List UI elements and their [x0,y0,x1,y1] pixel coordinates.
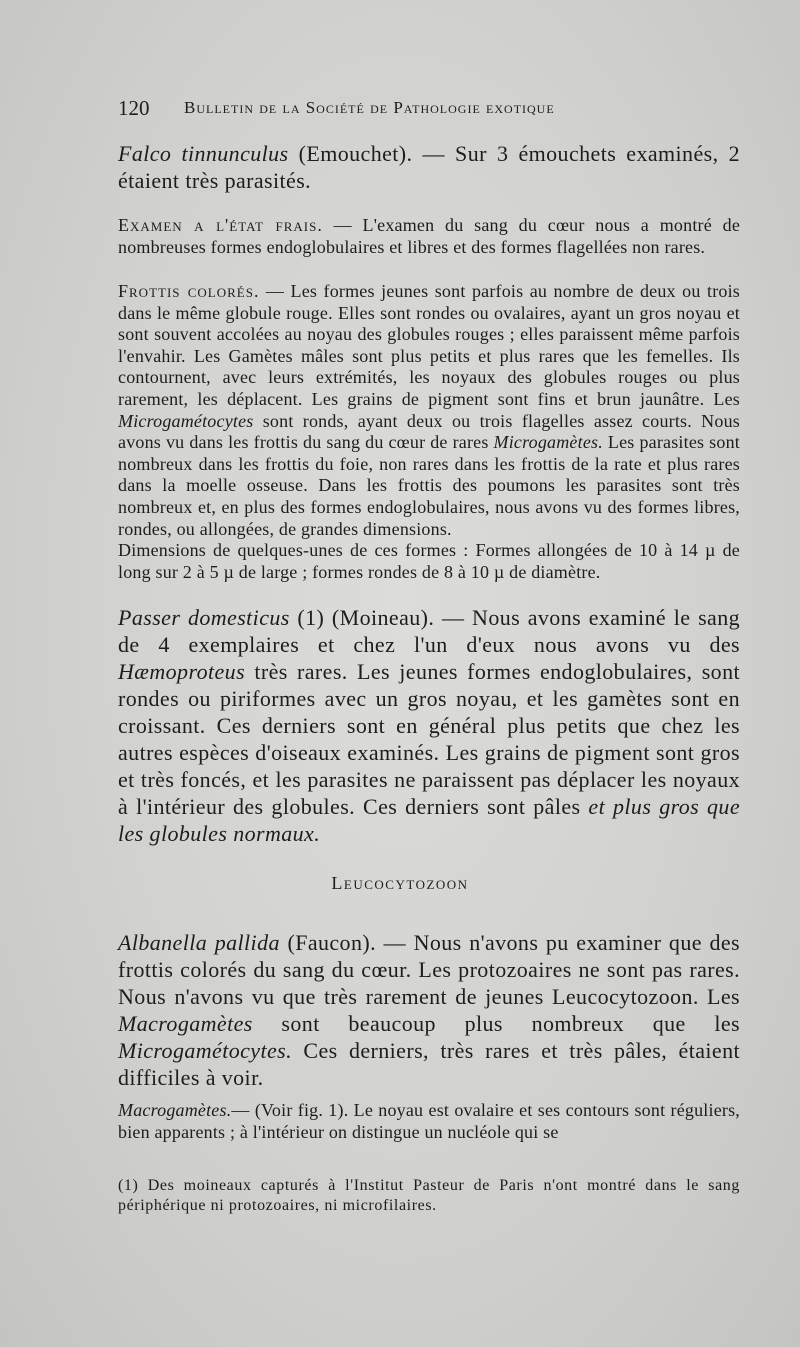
paragraph-text: sont beaucoup plus nombreux que les [252,1011,740,1036]
term-microgametes: Microgamètes. [493,432,603,453]
dimensions-paragraph: Dimensions de quelques-unes de ces formes : Formes allongées de 10 à 14 µ de long sur 2 à 5 µ de large ; formes rondes de 8 à 10 µ de diamètre. [118,540,740,582]
section-title: Leucocytozoon [331,873,469,893]
paragraph-text-italic: et plus gros que les globules normaux. [118,794,740,846]
footnote-text: (1) Des moineaux capturés à l'Institut Pasteur de Paris n'ont montré dans le sang périphérique ni protozoaires, ni microfilaires. [118,1177,740,1214]
paragraph-text: — L'examen du sang du cœur nous a montré de nombreuses formes endoglobulaires et libres et des formes flagellées non rares. [118,215,741,257]
species-name: Falco tinnunculus [118,141,289,166]
running-title: Bulletin de la Société de Pathologie exotique [184,98,555,117]
paragraph-text: — (Voir fig. 1). Le noyau est ovalaire et ses contours sont réguliers, bien apparents ; à l'intérieur on distingue un nucléole qui se [118,1100,740,1142]
paragraph-text: Ces derniers, très rares et très pâles, étaient difficiles à voir. [118,1038,740,1090]
term-microgametocytes: Microgamétocytes. [118,1038,292,1063]
paragraph-text: sont ronds, ayant deux ou trois flagelles assez courts. Nous avons vu dans les frottis du sang du cœur de rares [118,410,740,453]
paragraph-heading: Examen a l'état frais. [118,215,323,235]
paragraph-text: (Faucon). — Nous n'avons pu examiner que des frottis colorés du sang du cœur. Les protozoaires ne sont pas rares. Nous n'avons vu que très rarement de jeunes Leucocytozoon. Les [118,930,740,1009]
paragraph-heading: Frottis colorés. [118,281,260,301]
passer-paragraph [118,604,740,847]
examen-paragraph [118,215,740,258]
footnote [118,1176,740,1216]
species-name: Passer domesticus [118,605,290,630]
genus-name: Hæmoproteus [118,659,246,684]
paragraph-text: Les parasites sont nombreux dans les frottis du foie, non rares dans les frottis de la rate et plus rares dans la moelle osseuse. Dans les frottis des poumons les parasites sont très nombreux et, en plus des formes endoglobulaires, nous avons vu des formes libres, rondes, ou allongées, de grandes dimensions. [118,432,740,539]
macrogametes-paragraph [118,1100,740,1143]
page-number: 120 [118,96,150,120]
albanella-paragraph [118,929,740,1091]
paragraph-text: (1) (Moineau). — Nous avons examiné le sang de 4 exemplaires et chez l'un d'eux nous avons vu des [118,605,741,657]
falco-paragraph [118,140,740,194]
paragraph-text: (Emouchet). — Sur 3 émouchets examinés, 2 étaient très parasités. [118,141,741,193]
term-macrogametes: Macrogamètes [118,1011,253,1036]
page-header [118,96,718,126]
term-microgametocytes: Microgamétocytes [118,410,254,431]
paragraph-text: — Les formes jeunes sont parfois au nombre de deux ou trois dans le même globule rouge. Elles sont rondes ou ovalaires, ayant un gros noyau et sont souvent accolées au noyau des globules rouges ; elles paraissent même parfois l'envahir. Les Gamètes mâles sont plus petits et plus rares que les femelles. Ils contournent, avec leurs extrémités, les noyaux des globules rouges ou plus rarement, les déplacent. Les grains de pigment sont fins et brun jaunâtre. Les [118,281,740,409]
frottis-paragraph [118,281,740,583]
species-name: Albanella pallida [118,930,280,955]
paragraph-text: très rares. Les jeunes formes endoglobulaires, sont rondes ou piriformes avec un gros noyau, et les gamètes sont en croissant. Ces derniers sont en général plus petits que chez les autres espèces d'oiseaux examinés. Les grains de pigment sont gros et très foncés, et les parasites ne paraissent pas déplacer les noyaux à l'intérieur des globules. Ces derniers sont pâles [118,659,740,819]
paragraph-heading: Macrogamètes. [118,1100,232,1120]
